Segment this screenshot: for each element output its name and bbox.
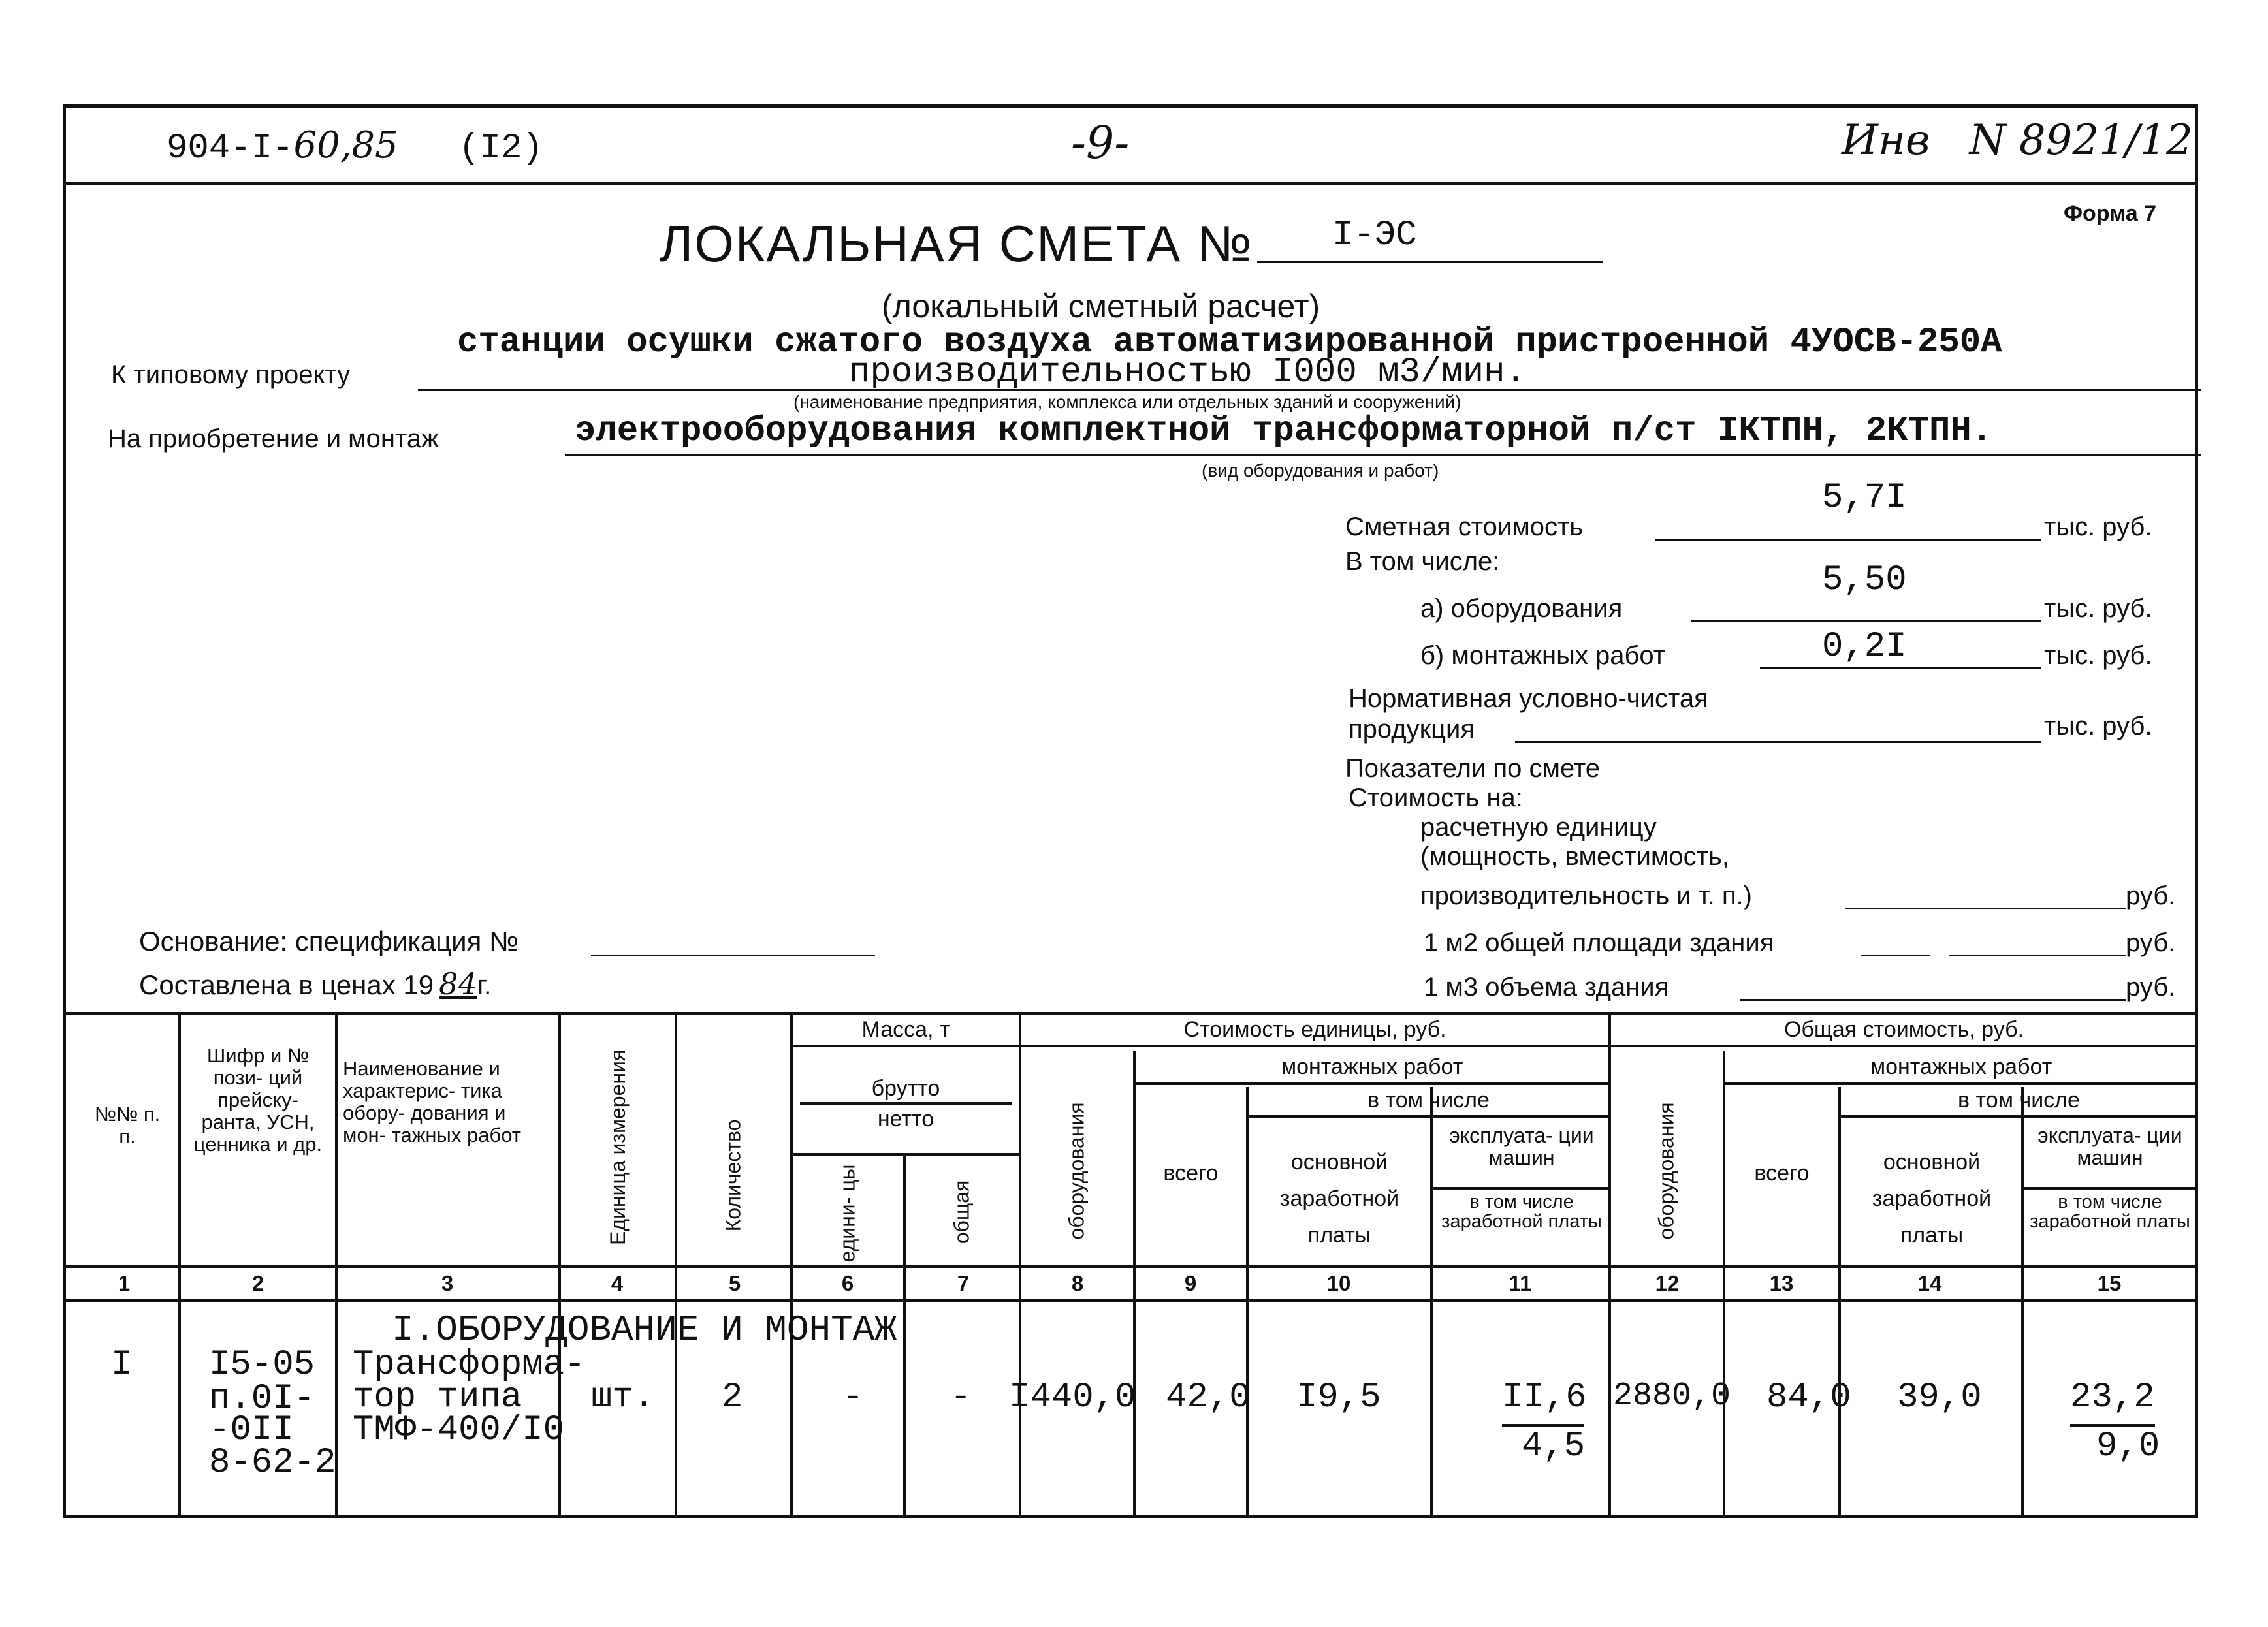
total-cost-label: Сметная стоимость — [1345, 513, 1584, 541]
row-equip-total: 2880,0 — [1613, 1378, 1731, 1415]
col-number-11: 11 — [1509, 1271, 1532, 1295]
purchase-value: электрооборудования комплектной трансформаторной п/ст IКТПН, 2КТПН. — [575, 411, 1993, 451]
total-cost-value: 5,7I — [1822, 478, 1907, 518]
col-header-code: Шифр и № пози- ций прейску- ранта, УСН, ценника и др. — [193, 1044, 323, 1156]
col-number-14: 14 — [1917, 1271, 1942, 1295]
install-cost-value: 0,2I — [1822, 627, 1907, 667]
row-machines-pay-unit: 4,5 — [1522, 1427, 1586, 1466]
col-header-machines-pay-unit: в том числе заработной платы — [1441, 1192, 1602, 1232]
row-name-3: ТМФ-400/I0 — [353, 1410, 565, 1450]
project-name-line1: станции осушки сжатого воздуха автоматизированной пристроенной 4УОСВ-250А — [457, 323, 2002, 362]
project-name-line2: производительностью I000 м3/мин. — [849, 353, 1526, 392]
col-header-incl-unit: в том числе — [1367, 1088, 1490, 1113]
col-header-machines-unit: эксплуата- ции машин — [1449, 1124, 1594, 1169]
row-base-unit: I9,5 — [1296, 1378, 1381, 1417]
purchase-caption: (вид оборудования и работ) — [1202, 460, 1439, 481]
row-machines-pay-total: 9,0 — [2096, 1427, 2160, 1466]
normative-label-1: Нормативная условно-чистая — [1349, 684, 1708, 713]
including-label: В том числе: — [1345, 547, 1500, 576]
col-header-all-unit: всего — [1163, 1161, 1219, 1186]
col-header-quantity: Количество — [721, 1119, 745, 1232]
indicators-label: Показатели по смете — [1345, 754, 1601, 783]
basis-label: Основание: спецификация № — [139, 926, 519, 956]
row-code-2: п.0I- — [209, 1379, 315, 1419]
col-number-5: 5 — [728, 1271, 741, 1295]
row-machines-total: 23,2 — [2070, 1378, 2155, 1417]
project-caption: (наименование предприятия, комплекса или отдельных зданий и сооружений) — [793, 392, 1461, 412]
per-unit-label-3: производительность и т. п.) — [1420, 881, 1752, 910]
section-title: I.ОБОРУДОВАНИЕ И МОНТАЖ — [392, 1309, 897, 1351]
col-header-install-unit: монтажных работ — [1281, 1054, 1463, 1079]
equipment-cost-unit: тыс. руб. — [2044, 594, 2152, 623]
col-header-install-total: монтажных работ — [1870, 1054, 2052, 1079]
col-header-equip-total: оборудования — [1654, 1102, 1678, 1240]
prices-suffix: г. — [477, 970, 492, 1000]
col-header-mass-unit: едини- цы — [835, 1164, 859, 1263]
col-number-6: 6 — [841, 1271, 854, 1295]
col-number-1: 1 — [118, 1271, 131, 1295]
project-label: К типовому проекту — [111, 360, 351, 389]
col-number-15: 15 — [2097, 1271, 2122, 1295]
row-mass-total: - — [950, 1378, 972, 1417]
row-install-unit: 42,0 — [1166, 1378, 1251, 1417]
row-mass-unit: - — [842, 1378, 864, 1417]
col-number-3: 3 — [441, 1271, 454, 1295]
doc-volume: (I2) — [458, 129, 543, 168]
col-number-9: 9 — [1184, 1271, 1197, 1295]
col-header-machines-pay-total: в том числе заработной платы — [2030, 1192, 2190, 1232]
per-m3-label: 1 м3 объема здания — [1424, 973, 1669, 1002]
col-number-12: 12 — [1655, 1271, 1680, 1295]
col-number-10: 10 — [1326, 1271, 1351, 1295]
col-header-number: №№ п. п. — [94, 1103, 161, 1148]
row-base-total: 39,0 — [1897, 1378, 1982, 1417]
install-cost-label: б) монтажных работ — [1420, 641, 1666, 670]
col-header-incl-total: в том числе — [1958, 1088, 2080, 1113]
col-number-4: 4 — [611, 1271, 624, 1295]
per-unit-label-2: (мощность, вместимость, — [1420, 842, 1729, 871]
per-unit-rub: руб. — [2126, 881, 2176, 910]
per-m3-rub: руб. — [2126, 973, 2176, 1002]
row-equip-unit: I440,0 — [1009, 1378, 1136, 1417]
normative-unit: тыс. руб. — [2044, 712, 2152, 740]
col-header-brutto: брутто — [871, 1076, 940, 1101]
equipment-cost-label: а) оборудования — [1420, 594, 1623, 623]
col-header-machines-total: эксплуата- ции машин — [2037, 1124, 2182, 1169]
row-name-2: тор типа — [353, 1378, 522, 1417]
col-number-8: 8 — [1071, 1271, 1084, 1295]
col-header-unit: Единица измерения — [606, 1049, 630, 1245]
doc-code-handwritten: 60,85 — [293, 124, 398, 166]
col-header-mass: Масса, т — [861, 1017, 950, 1042]
inventory-value: N 8921/12 — [1969, 116, 2193, 165]
inventory-label: Инв — [1842, 116, 1930, 165]
page-subtitle: (локальный сметный расчет) — [882, 288, 1320, 324]
row-machines-unit: II,6 — [1502, 1378, 1587, 1417]
col-header-equip-unit: оборудования — [1064, 1102, 1089, 1240]
col-header-base-pay-unit: основной заработной платы — [1279, 1150, 1399, 1248]
col-number-13: 13 — [1769, 1271, 1794, 1295]
col-header-unit-cost: Стоимость единицы, руб. — [1183, 1017, 1446, 1042]
col-header-all-total: всего — [1754, 1161, 1810, 1186]
row-unit: шт. — [591, 1378, 655, 1417]
per-m2-label: 1 м2 общей площади здания — [1424, 928, 1774, 957]
total-cost-unit: тыс. руб. — [2044, 513, 2152, 541]
page-title: ЛОКАЛЬНАЯ СМЕТА № — [660, 215, 1253, 272]
page-number: -9- — [1071, 118, 1130, 169]
prices-label-text: Составлена в ценах 19 — [139, 970, 434, 1000]
col-header-name: Наименование и характерис- тика обору- дования и мон- тажных работ — [343, 1057, 521, 1146]
row-name-1: Трансформа- — [353, 1345, 586, 1385]
install-cost-unit: тыс. руб. — [2044, 641, 2152, 670]
normative-label-2: продукция — [1349, 715, 1475, 744]
cost-on-label: Стоимость на: — [1349, 783, 1523, 812]
row-code-3: -0II — [209, 1410, 294, 1450]
col-number-2: 2 — [251, 1271, 264, 1295]
form-label: Форма 7 — [2064, 201, 2157, 226]
row-install-total: 84,0 — [1766, 1378, 1851, 1417]
per-m2-rub: руб. — [2126, 928, 2176, 957]
col-header-total-cost: Общая стоимость, руб. — [1783, 1017, 2024, 1042]
col-header-netto: нетто — [877, 1107, 934, 1131]
row-number: I — [111, 1345, 133, 1385]
row-code-1: I5-05 — [209, 1345, 315, 1385]
estimate-number: I-ЭС — [1332, 215, 1417, 255]
per-unit-label-1: расчетную единицу — [1420, 813, 1657, 842]
prices-year: 84 — [439, 966, 477, 1002]
doc-code-prefix: 904-I- — [167, 129, 294, 168]
col-number-7: 7 — [957, 1271, 970, 1295]
equipment-cost-value: 5,50 — [1822, 560, 1907, 600]
col-header-base-pay-total: основной заработной платы — [1872, 1150, 1992, 1248]
col-header-mass-total: общая — [950, 1180, 974, 1244]
row-quantity: 2 — [722, 1378, 743, 1417]
row-code-4: 8-62-2 — [209, 1443, 336, 1483]
purchase-label: На приобретение и монтаж — [108, 424, 439, 453]
